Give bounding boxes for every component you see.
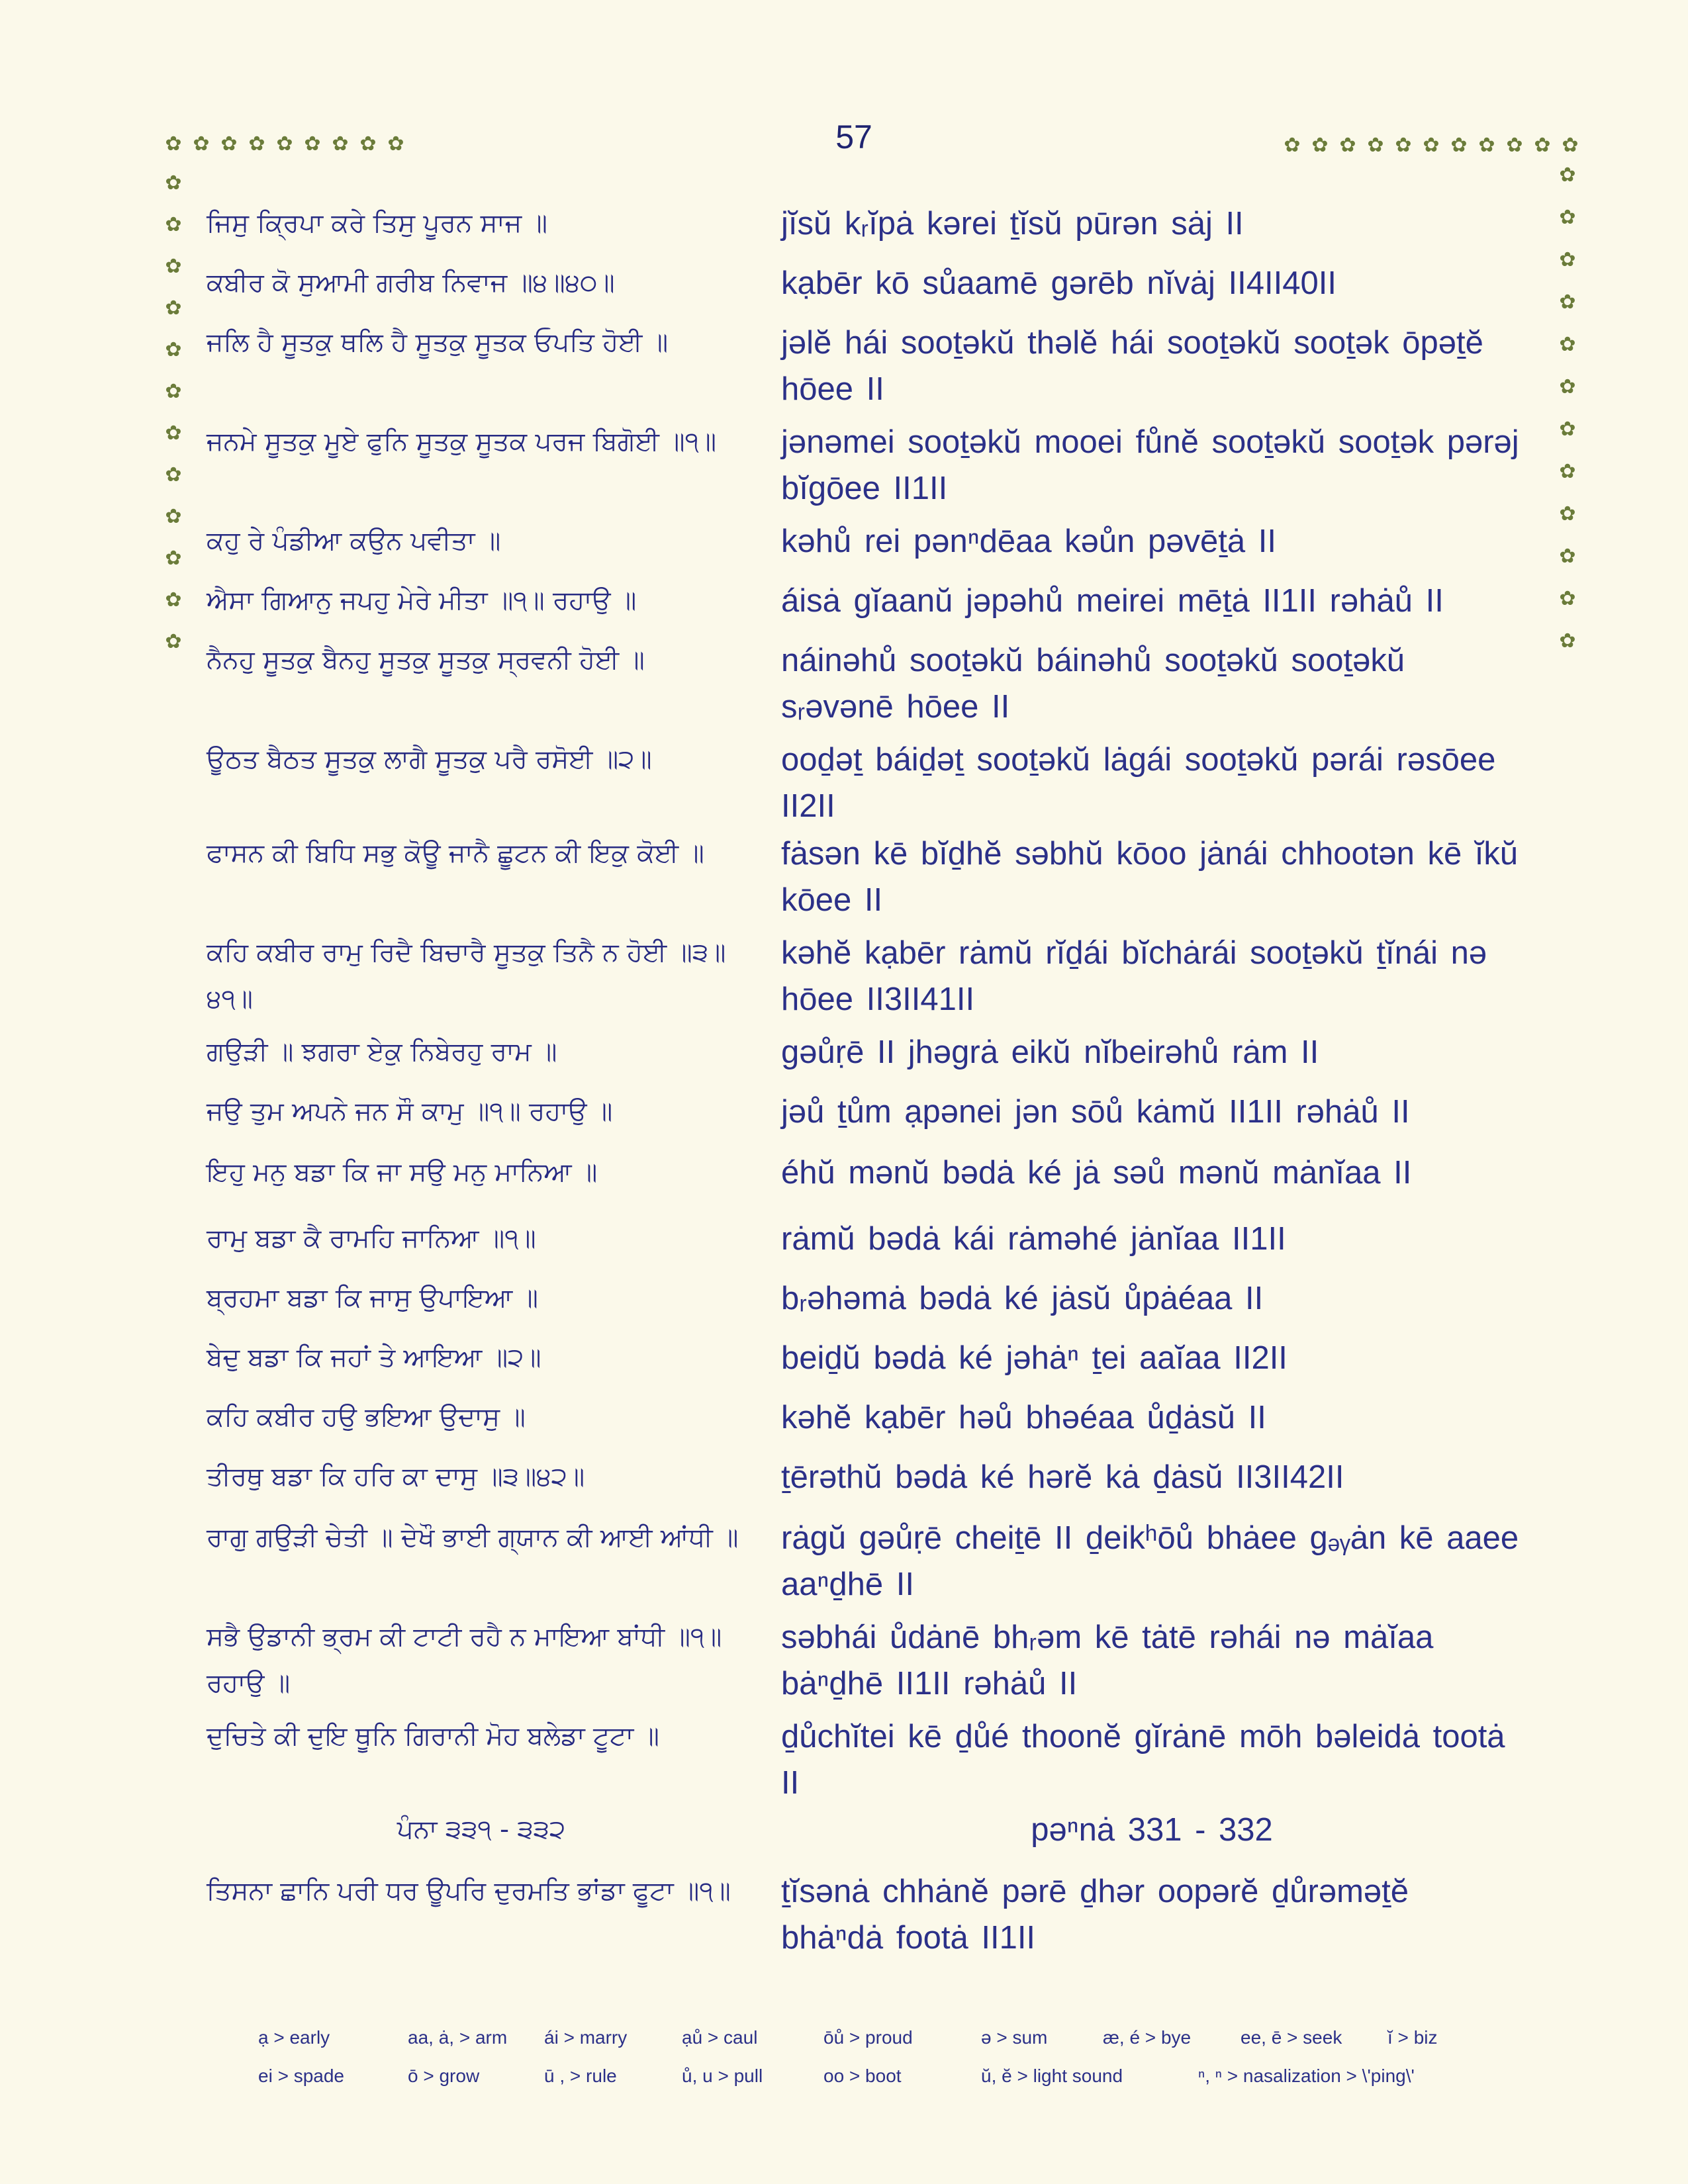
flower-icon: ✿ [1506,134,1523,157]
transliteration-line: ṯērəthŭ bədȧ ké hərĕ kȧ ḏȧsŭ II3II42II [781,1459,1344,1495]
transliteration-line: bᵣəhəmȧ bədȧ ké jȧsŭ ůpȧéaa II [781,1281,1264,1316]
legend-item: ů, u > pull [682,2066,763,2086]
flower-icon: ✿ [165,380,182,403]
transliteration-line: jəů ṯům ạpənei jən sōů kȧmŭ II1II rəhȧů II [781,1094,1410,1130]
gurmukhi-line: ਜਉ ਤੁਮ ਅਪਨੇ ਜਨ ਸੌ ਕਾਮੁ ॥੧॥ ਰਹਾਉ ॥ [207,1097,613,1126]
flower-icon: ✿ [1559,629,1576,653]
gurmukhi-line: ਜਿਸੁ ਕ੍ਰਿਪਾ ਕਰੇ ਤਿਸੁ ਪੂਰਨ ਸਾਜ ॥ [207,208,547,238]
flower-icon: ✿ [1562,134,1579,157]
flower-icon: ✿ [165,171,182,195]
gurmukhi-line: ਜਲਿ ਹੈ ਸੂਤਕੁ ਥਲਿ ਹੈ ਸੂਤਕੁ ਸੂਤਕ ਓਪਤਿ ਹੋਈ ॥ [207,328,669,357]
gurmukhi-line: ਬ੍ਰਹਮਾ ਬਡਾ ਕਿ ਜਾਸੁ ਉਪਾਇਆ ॥ [207,1283,538,1313]
legend-item: aa, ȧ, > arm [408,2027,508,2048]
flower-icon: ✿ [220,132,238,156]
transliteration-line: kạbēr kō sůaamē gərēb nĭvȧj II4II40II [781,265,1336,301]
legend-item: ə > sum [981,2027,1048,2048]
flower-icon: ✿ [1534,134,1551,157]
transliteration-line: ṯĭsənȧ chhȧnĕ pərē ḏhər oopərĕ ḏůrəməṯĕ bhȧⁿdȧ footȧ II1II [781,1874,1409,1956]
flower-icon: ✿ [276,132,293,156]
legend-item: ō > grow [408,2066,480,2086]
flower-icon: ✿ [1478,134,1495,157]
flower-icon: ✿ [1559,291,1576,314]
gurmukhi-line: ਊਠਤ ਬੈਠਤ ਸੂਤਕੁ ਲਾਗੈ ਸੂਤਕੁ ਪਰੈ ਰਸੋਈ ॥੨॥ [207,745,652,774]
gurmukhi-line: ਕਹੁ ਰੇ ਪੰਡੀਆ ਕਉਨ ਪਵੀਤਾ ॥ [207,526,501,556]
legend-item: ĭ > biz [1387,2027,1438,2048]
legend-item: ạů > caul [682,2027,758,2048]
page-reference-gurmukhi: ਪੰਨਾ ੩੩੧ - ੩੩੨ [397,1815,566,1844]
gurmukhi-line: ਤਿਸਨਾ ਛਾਨਿ ਪਰੀ ਧਰ ਊਪਰਿ ਦੁਰਮਤਿ ਭਾਂਡਾ ਫੂਟਾ ॥੧॥ [207,1876,731,1906]
gurmukhi-line: ਨੈਨਹੁ ਸੂਤਕੁ ਬੈਨਹੁ ਸੂਤਕੁ ਸੂਤਕੁ ਸ੍ਰਵਨੀ ਹੋਈ ॥ [207,645,645,675]
flower-icon: ✿ [165,132,182,156]
gurmukhi-line: ਇਹੁ ਮਨੁ ਬਡਾ ਕਿ ਜਾ ਸਉ ਮਨੁ ਮਾਨਿਆ ॥ [207,1158,598,1187]
flower-icon: ✿ [1559,418,1576,441]
gurmukhi-line: ਜਨਮੇ ਸੂਤਕੁ ਮੂਏ ਫੁਨਿ ਸੂਤਕੁ ਸੂਤਕ ਪਰਜ ਬਿਗੋਈ ॥੧॥ [207,427,717,457]
flower-icon: ✿ [165,213,182,236]
legend-row [258,2027,1483,2054]
gurmukhi-line: ਕਬੀਰ ਕੋ ਸੁਆਮੀ ਗਰੀਬ ਨਿਵਾਜ ॥੪॥੪੦॥ [207,268,615,298]
legend-item: oo > boot [823,2066,902,2086]
gurmukhi-line: ਰਾਗੁ ਗਉੜੀ ਚੇਤੀ ॥ ਦੇਖੌ ਭਾਈ ਗ੍ਯਾਨ ਕੀ ਆਈ ਆਂਧੀ ॥ [207,1523,739,1553]
flower-icon: ✿ [165,630,182,653]
flower-icon: ✿ [193,132,210,156]
flower-icon: ✿ [1559,587,1576,610]
gurmukhi-line: ਫਾਸਨ ਕੀ ਬਿਧਿ ਸਭੁ ਕੋਊ ਜਾਨੈ ਛੂਟਨ ਕੀ ਇਕੁ ਕੋਈ ॥ [207,839,704,868]
flower-icon: ✿ [1395,134,1412,157]
flower-icon: ✿ [1559,333,1576,356]
legend-item: ee, ē > seek [1241,2027,1342,2048]
flower-icon: ✿ [1367,134,1384,157]
legend-item: ạ > early [258,2027,330,2048]
flower-icon: ✿ [1450,134,1468,157]
transliteration-line: kəhĕ kạbēr həů bhəéaa ůḏȧsŭ II [781,1400,1266,1435]
flower-icon: ✿ [304,132,321,156]
flower-icon: ✿ [165,255,182,278]
gurmukhi-line: ਕਹਿ ਕਬੀਰ ਹਉ ਭਇਆ ਉਦਾਸੁ ॥ [207,1402,526,1432]
flower-icon: ✿ [1339,134,1356,157]
gurmukhi-line: ਤੀਰਥੁ ਬਡਾ ਕਿ ਹਰਿ ਕਾ ਦਾਸੁ ॥੩॥੪੨॥ [207,1462,585,1492]
gurmukhi-line: ਰਾਮੁ ਬਡਾ ਕੈ ਰਾਮਹਿ ਜਾਨਿਆ ॥੧॥ [207,1224,536,1253]
flower-icon: ✿ [387,132,404,156]
flower-icon: ✿ [359,132,377,156]
legend-item: ū , > rule [544,2066,617,2086]
transliteration-line: kəhĕ kạbēr rȧmŭ rĭḏái bĭchȧrái sooṯəkŭ ṯĭnái nə hōee II3II41II [781,935,1487,1017]
gurmukhi-line: ਐਸਾ ਗਿਆਨੁ ਜਪਹੁ ਮੇਰੇ ਮੀਤਾ ॥੧॥ ਰਹਾਉ ॥ [207,586,637,615]
page-number: 57 [835,118,872,156]
page-reference-transliteration: pəⁿnȧ 331 - 332 [1031,1812,1273,1848]
legend-row [258,2066,1483,2092]
flower-icon: ✿ [1423,134,1440,157]
transliteration-line: jəlĕ hái sooṯəkŭ thəlĕ hái sooṯəkŭ sooṯək ōpəṯĕ hōee II [781,325,1483,407]
flower-icon: ✿ [248,132,265,156]
flower-icon: ✿ [1559,375,1576,398]
transliteration-line: ooḏəṯ báiḏəṯ sooṯəkŭ lȧgái sooṯəkŭ pərái rəsōee II2II [781,742,1496,824]
legend-item: ŭ, ĕ > light sound [981,2066,1123,2086]
transliteration-line: fȧsən kē bĭḏhĕ səbhŭ kōoo jȧnái chhootən kē ĭkŭ kōee II [781,836,1519,918]
gurmukhi-line: ਬੇਦੁ ਬਡਾ ਕਿ ਜਹਾਂ ਤੇ ਆਇਆ ॥੨॥ [207,1343,541,1373]
flower-icon: ✿ [1311,134,1329,157]
transliteration-line: jənəmei sooṯəkŭ mooei fůnĕ sooṯəkŭ sooṯək pərəj bĭgōee II1II [781,424,1519,506]
transliteration-line: beiḏŭ bədȧ ké jəhȧⁿ ṯei aaĭaa II2II [781,1340,1288,1376]
transliteration-line: rȧgŭ gəůṛē cheiṯē II ḏeikʰōů bhȧee gₔᵧȧn kē aaee aaⁿḏhē II [781,1520,1519,1602]
legend-item: ái > marry [544,2027,628,2048]
flower-icon: ✿ [165,547,182,570]
flower-icon: ✿ [1559,545,1576,568]
transliteration-line: kəhů rei pənⁿdēaa kəůn pəvēṯȧ II [781,523,1277,559]
gurmukhi-line: ਦੁਚਿਤੇ ਕੀ ਦੁਇ ਥੂਨਿ ਗਿਰਾਨੀ ਮੋਹ ਬਲੇਡਾ ਟੂਟਾ ॥ [207,1721,659,1751]
flower-icon: ✿ [165,505,182,528]
legend-item: ⁿ, ⁿ > nasalization > \'ping\' [1198,2066,1415,2086]
gurmukhi-line: ਗਉੜੀ ॥ ਝਗਰਾ ਏਕੁ ਨਿਬੇਰਹੁ ਰਾਮ ॥ [207,1037,557,1067]
flower-icon: ✿ [165,463,182,486]
transliteration-line: éhŭ mənŭ bədȧ ké jȧ səů mənŭ mȧnĭaa II [781,1155,1412,1191]
transliteration-line: jĭsŭ kᵣĭpȧ kərei ṯĭsŭ pūrən sȧj II [781,206,1244,242]
transliteration-line: səbhái ůdȧnē bhᵣəm kē tȧtē rəhái nə mȧĭaa bȧⁿḏhē II1II rəhȧů II [781,1619,1434,1702]
flower-icon: ✿ [1559,163,1576,187]
transliteration-line: náinəhů sooṯəkŭ báinəhů sooṯəkŭ sooṯəkŭ sᵣəvənē hōee II [781,643,1405,725]
flower-icon: ✿ [1559,460,1576,483]
flower-icon: ✿ [1284,134,1301,157]
gurmukhi-line: ਕਹਿ ਕਬੀਰ ਰਾਮੁ ਰਿਦੈ ਬਿਚਾਰੈ ਸੂਤਕੁ ਤਿਨੈ ਨ ਹੋਈ ॥੩॥੪੧॥ [207,938,726,1014]
flower-icon: ✿ [165,588,182,612]
flower-icon: ✿ [1559,502,1576,525]
legend-item: ōů > proud [823,2027,913,2048]
transliteration-line: ḏůchĭtei kē ḏůé thoonĕ gĭrȧnē mōh bəleidȧ tootȧ II [781,1719,1505,1801]
flower-icon: ✿ [165,338,182,361]
flower-icon: ✿ [165,422,182,445]
gurmukhi-line: ਸਭੈ ਉਡਾਨੀ ਭ੍ਰਮ ਕੀ ਟਾਟੀ ਰਹੈ ਨ ਮਾਇਆ ਬਾਂਧੀ ॥੧॥ ਰਹਾਉ ॥ [207,1622,722,1698]
legend-item: æ, é > bye [1103,2027,1192,2048]
flower-icon: ✿ [1559,206,1576,229]
flower-icon: ✿ [1559,248,1576,271]
flower-icon: ✿ [332,132,349,156]
transliteration-line: gəůṛē II jhəgrȧ eikŭ nĭbeirəhů rȧm II [781,1034,1319,1070]
flower-icon: ✿ [165,296,182,320]
transliteration-line: rȧmŭ bədȧ kái rȧməhé jȧnĭaa II1II [781,1221,1286,1257]
transliteration-line: áisȧ gĭaanŭ jəpəhů meirei mēṯȧ II1II rəhȧů II [781,583,1444,619]
legend-item: ei > spade [258,2066,344,2086]
